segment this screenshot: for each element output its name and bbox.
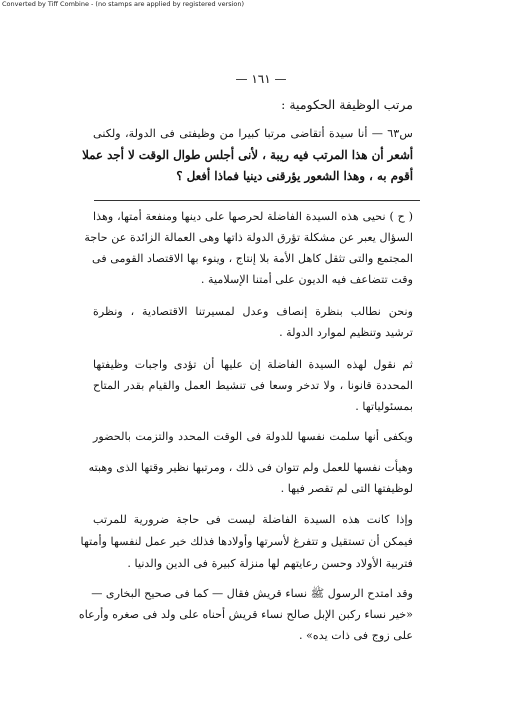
question-line: أشعر أن هذا المرتب فيه ريبة ، لأنى أجلس طوال الوقت لا أجد عملا <box>82 148 413 162</box>
answer-line: ونحن نطالب بنظرة إنصاف وعدل لمسيرتنا الاقتصادية ، ونظرة <box>93 305 413 318</box>
answer-line: بمسئولياتها . <box>355 400 413 413</box>
separator-rule <box>94 200 420 201</box>
answer-line: فتربية الأولاد وحسن رعايتهم لها منزلة كبيرة فى الدين والدنيا . <box>127 557 413 570</box>
answer-line: ترشيد وتنظيم لموارد الدولة . <box>279 326 413 339</box>
answer-line: المحددة قانونا ، ولا تدخر وسعا فى تنشيط العمل والقيام بقدر المتاح <box>93 379 413 392</box>
answer-line: ثم نقول لهذه السيدة الفاضلة إن عليها أن تؤدى واجبات وظيفتها <box>93 358 413 371</box>
answer-line: فيمكن أن تستقيل و تتفرغ لأسرتها وأولادها فذلك خير عمل لنفسها وأمتها <box>80 535 413 548</box>
answer-line: وإذا كانت هذه السيدة الفاضلة ليست فى حاجة ضرورية للمرتب <box>93 513 413 526</box>
page-number: — ١٦١ — <box>235 72 287 86</box>
answer-line: ويكفى أنها سلمت نفسها للدولة فى الوقت المحدد والتزمت بالحضور <box>93 430 413 443</box>
answer-line: على زوج فى ذات يده» . <box>298 629 413 642</box>
answer-line: «خير نساء ركبن الإبل صالح نساء قريش أحناه على ولد فى صغره وأرعاه <box>78 608 413 621</box>
answer-line: وقت تتضاعف فيه الديون على أمتنا الإسلامية . <box>200 273 413 286</box>
answer-line: ( ح ) نحيى هذه السيدة الفاضلة لحرصها على دينها ومنفعة أمتها، وهذا <box>93 210 413 223</box>
answer-line: وقد امتدح الرسول ﷺ نساء قريش فقال — كما فى صحيح البخارى — <box>91 587 413 600</box>
answer-line: السؤال يعبر عن مشكلة تؤرق الدولة ذاتها وهى العمالة الزائدة عن حاجة <box>84 231 413 244</box>
question-line: س٦٣ — أنا سيدة أتقاضى مرتبا كبيرا من وظيفتى فى الدولة، ولكنى <box>93 127 413 140</box>
section-heading: مرتب الوظيفة الحكومية : <box>281 97 413 112</box>
answer-line: المجتمع والتى تثقل كاهل الأمة بلا إنتاج ، وينوء بها الاقتصاد القومى فى <box>92 252 413 265</box>
answer-line: وهيأت نفسها للعمل ولم تتوان فى ذلك ، ومرتبها نظير وقتها الذى وهبته <box>88 461 413 474</box>
converter-banner: Converted by Tiff Combine - (no stamps are applied by registered version) <box>2 0 245 8</box>
question-line: أقوم به ، وهذا الشعور يؤرقنى دينيا فماذا أفعل ؟ <box>176 169 413 183</box>
answer-line: لوظيفتها التى لم تقصر فيها . <box>280 482 413 495</box>
